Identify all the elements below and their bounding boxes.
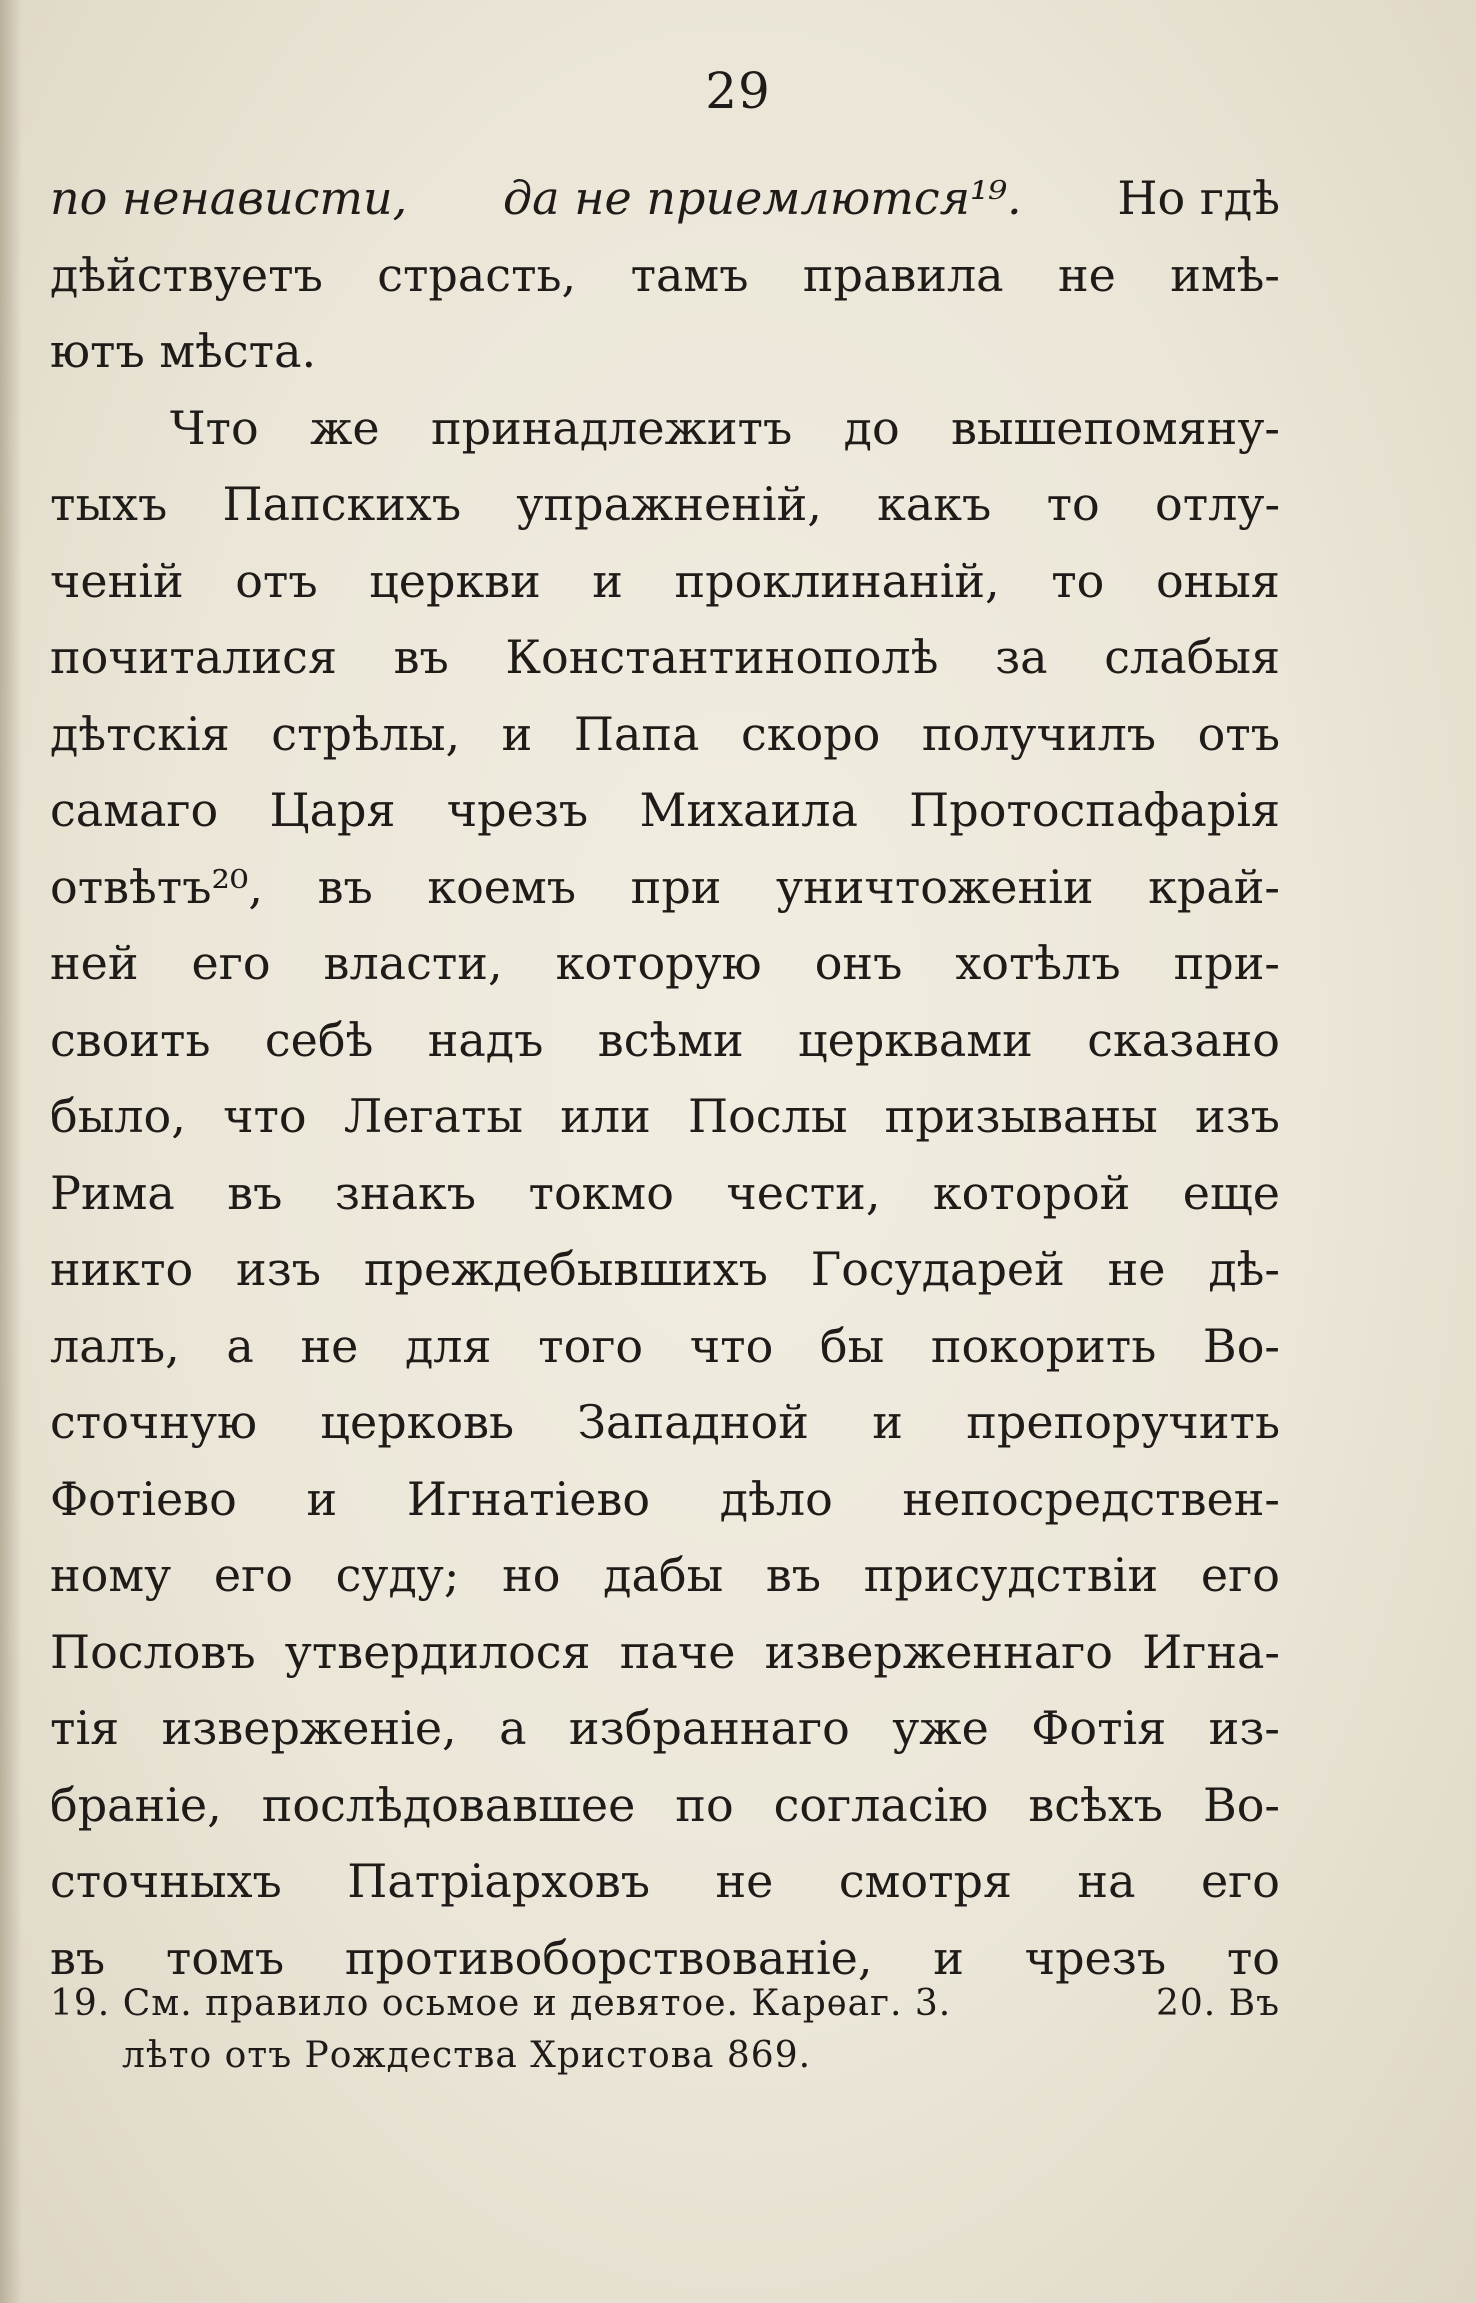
word: ютъ мѣста.	[50, 324, 317, 378]
word: правила	[802, 247, 1004, 302]
word: Но гдѣ	[1117, 171, 1280, 225]
word: Игна-	[1142, 1624, 1280, 1679]
text-line	[50, 1537, 1280, 1614]
word: утвердилося	[284, 1624, 591, 1679]
word: смотря	[838, 1854, 1012, 1908]
text-line	[50, 1614, 1280, 1691]
word: на	[1077, 1854, 1136, 1908]
word: церковь	[320, 1395, 515, 1449]
word: надъ	[427, 1012, 544, 1067]
footnote-line	[50, 1978, 1280, 2030]
word: коемъ	[427, 859, 577, 914]
word: которую	[555, 936, 762, 990]
word: власти,	[323, 936, 503, 990]
word: препоручить	[966, 1395, 1280, 1449]
text-line	[50, 696, 1280, 773]
word: Патріарховъ	[347, 1854, 651, 1908]
word: знакъ	[334, 1165, 477, 1220]
word: тамъ	[630, 247, 749, 302]
word: Во-	[1202, 1777, 1280, 1832]
word: покорить	[930, 1318, 1157, 1373]
word: присудствіи	[863, 1548, 1159, 1602]
word: Игнатіево	[406, 1471, 651, 1526]
word: противоборствованіе,	[344, 1930, 873, 1985]
word: отъ	[1197, 706, 1280, 761]
word: себѣ	[264, 1012, 374, 1067]
word: въ	[227, 1165, 283, 1220]
word: Послы	[688, 1089, 848, 1143]
word: по	[675, 1777, 734, 1832]
word: сказано	[1087, 1012, 1280, 1067]
word: не	[1107, 1242, 1166, 1296]
word: хотѣлъ	[955, 936, 1121, 990]
word: принадлежитъ	[430, 400, 793, 455]
footnote-19: 19. См. правило осьмое и девятое. Карѳаг. 3.	[50, 1983, 952, 2024]
word: оныя	[1155, 553, 1280, 608]
text-line	[50, 1690, 1280, 1767]
word: край-	[1148, 859, 1280, 914]
text-line	[50, 1231, 1280, 1308]
word: всѣми	[597, 1012, 744, 1067]
word: паче	[619, 1624, 736, 1679]
word: имѣ-	[1170, 247, 1280, 302]
word: его	[1200, 1854, 1280, 1908]
word: Что	[170, 400, 259, 455]
word: согласію	[773, 1777, 989, 1832]
word: почиталися	[50, 630, 337, 684]
word: упражненій,	[516, 477, 822, 531]
word: дабы	[603, 1548, 724, 1602]
word: скоро	[740, 706, 881, 761]
text-line	[50, 237, 1280, 314]
word: до	[843, 400, 900, 455]
word: токмо	[528, 1165, 674, 1220]
word: то	[1046, 477, 1100, 531]
word: что	[689, 1318, 774, 1373]
word: никто	[50, 1242, 194, 1296]
word: и	[592, 553, 623, 608]
text-line	[50, 1384, 1280, 1461]
word: вышепомяну-	[951, 400, 1280, 455]
word: изъ	[236, 1242, 322, 1296]
word: чести,	[726, 1165, 881, 1220]
word: дѣ-	[1208, 1242, 1280, 1296]
word: Фотія	[1031, 1701, 1167, 1755]
word: а	[226, 1318, 254, 1373]
word: всѣхъ	[1028, 1777, 1163, 1832]
word: то	[1051, 553, 1105, 608]
word: тыхъ	[50, 477, 168, 531]
word: Константинополѣ	[505, 630, 939, 684]
word: Михаила	[639, 783, 858, 837]
word: и	[872, 1395, 903, 1449]
word: его	[191, 936, 271, 990]
word: изверженіе,	[161, 1701, 457, 1755]
word: отлу-	[1155, 477, 1280, 531]
word: еще	[1182, 1165, 1280, 1220]
word: церкви	[369, 553, 541, 608]
word: чрезъ	[1024, 1930, 1167, 1985]
text-line	[50, 1843, 1280, 1920]
word: Легаты	[343, 1089, 524, 1143]
word: же	[310, 400, 380, 455]
page-number: 29	[705, 62, 771, 120]
word: изъ	[1194, 1089, 1280, 1143]
word: Во-	[1202, 1318, 1280, 1373]
word: Папа	[573, 706, 700, 761]
word: уже	[892, 1701, 989, 1755]
word: Рима	[50, 1165, 175, 1220]
word: что	[223, 1089, 307, 1143]
text-line	[50, 466, 1280, 543]
word: дѣтскія	[50, 706, 230, 761]
footnote-20-cont: лѣто отъ Рождества Христова 869.	[122, 2035, 812, 2076]
word: въ	[50, 1930, 106, 1985]
text-line	[50, 1002, 1280, 1079]
text-line	[50, 772, 1280, 849]
word: которой	[932, 1165, 1131, 1220]
text-line	[50, 313, 1280, 390]
word: церквами	[798, 1012, 1033, 1067]
word: отъ	[235, 553, 318, 608]
footnote-20-start: 20. Въ	[1155, 1983, 1280, 2024]
text-line	[50, 390, 1280, 467]
body-text	[50, 160, 1280, 1996]
word: томъ	[165, 1930, 285, 1985]
word: дѣйствуетъ	[50, 247, 323, 302]
word: браніе,	[50, 1777, 222, 1832]
word: лалъ,	[50, 1318, 180, 1373]
word: слабыя	[1104, 630, 1280, 684]
word: избраннаго	[568, 1701, 850, 1755]
text-line	[50, 1461, 1280, 1538]
word: Протоспафарія	[909, 783, 1280, 837]
word: того	[538, 1318, 644, 1373]
word: самаго	[50, 783, 219, 837]
text-line	[50, 1155, 1280, 1232]
word: и	[306, 1471, 338, 1526]
text-line	[50, 1078, 1280, 1155]
word: по ненависти,	[50, 171, 408, 225]
word: не	[1057, 247, 1116, 302]
text-line	[50, 160, 1280, 237]
word: Пословъ	[50, 1624, 256, 1679]
word: своить	[50, 1012, 211, 1067]
footnote-line	[50, 2030, 1280, 2082]
word: ному	[50, 1548, 172, 1602]
word: не	[715, 1854, 774, 1908]
word: его	[1200, 1548, 1280, 1602]
word: из-	[1208, 1701, 1280, 1755]
word: суду;	[335, 1548, 460, 1602]
word: преждебывшихъ	[363, 1242, 768, 1296]
word: стрѣлы,	[271, 706, 461, 761]
footnotes	[50, 1978, 1280, 2082]
word: бы	[819, 1318, 885, 1373]
word: Государей	[810, 1242, 1065, 1296]
word: въ	[393, 630, 449, 684]
word: да не приемлются¹⁹.	[503, 171, 1022, 225]
word: проклинаній,	[674, 553, 1000, 608]
page-edge-shadow	[0, 0, 22, 2303]
word: страсть,	[377, 247, 577, 302]
word: въ	[317, 859, 373, 914]
word: не	[300, 1318, 359, 1373]
text-line	[50, 543, 1280, 620]
word: Папскихъ	[222, 477, 462, 531]
word: чрезъ	[446, 783, 589, 837]
word: Западной	[577, 1395, 809, 1449]
word: то	[1226, 1930, 1280, 1985]
word: онъ	[814, 936, 903, 990]
word: а	[499, 1701, 527, 1755]
word: Царя	[269, 783, 396, 837]
word: при-	[1173, 936, 1280, 990]
word: но	[502, 1548, 561, 1602]
word: и	[933, 1930, 964, 1985]
word: его	[213, 1548, 293, 1602]
word: сточную	[50, 1395, 258, 1449]
word: Фотіево	[50, 1471, 237, 1526]
word: за	[995, 630, 1048, 684]
word: призываны	[884, 1089, 1158, 1143]
word: или	[560, 1089, 651, 1143]
word: изверженнаго	[764, 1624, 1113, 1679]
word: въ	[765, 1548, 822, 1602]
word: получилъ	[921, 706, 1157, 761]
text-line	[50, 1767, 1280, 1844]
word: для	[404, 1318, 492, 1373]
word: послѣдовавшее	[261, 1777, 636, 1832]
word: было,	[50, 1089, 186, 1143]
word: уничтоженіи	[776, 859, 1094, 914]
text-line	[50, 619, 1280, 696]
text-line	[50, 925, 1280, 1002]
word: и	[501, 706, 533, 761]
word: непосредствен-	[902, 1471, 1280, 1526]
word: ней	[50, 936, 139, 990]
word: отвѣтъ²⁰,	[50, 859, 263, 914]
text-line	[50, 1308, 1280, 1385]
text-line	[50, 849, 1280, 926]
word: ченій	[50, 553, 184, 608]
word: при	[630, 859, 722, 914]
word: сточныхъ	[50, 1854, 282, 1908]
word: какъ	[877, 477, 992, 531]
word: дѣло	[719, 1471, 833, 1526]
word: тія	[50, 1701, 120, 1755]
